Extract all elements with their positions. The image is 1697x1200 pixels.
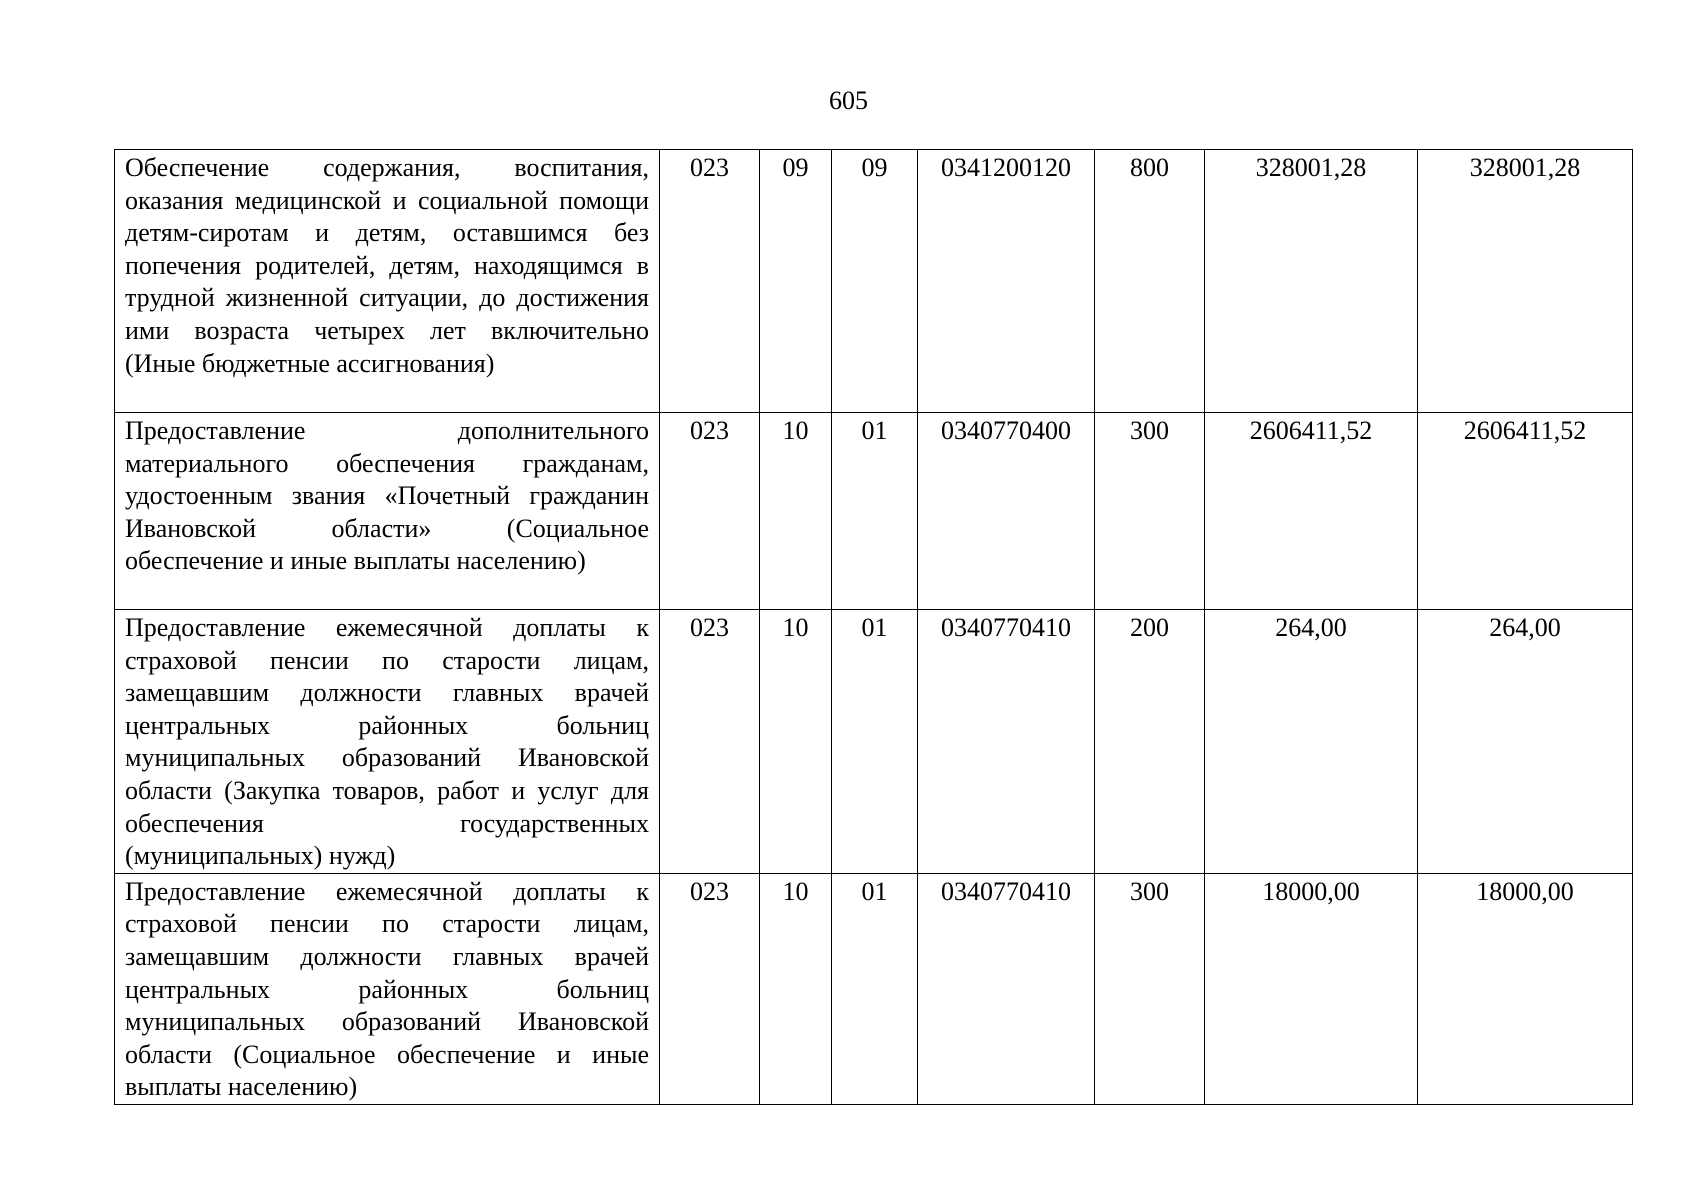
ministry-code: 023 [660,150,760,413]
amount-2: 2606411,52 [1418,413,1633,610]
amount-1: 264,00 [1205,610,1418,874]
row-description: Предоставление ежемесячной доплаты к страховой пенсии по старости лицам, замещавшим должности главных врачей центральных районных больниц муниципальных образований Ивановской области (Закупка товаров, работ и услуг для обеспечения государственных (муниципальных) нужд) [115,610,660,874]
section-code: 10 [760,873,832,1104]
table-row [115,610,1633,874]
amount-2: 264,00 [1418,610,1633,874]
expense-type-code: 200 [1095,610,1205,874]
subsection-code: 01 [832,873,918,1104]
row-description: Предоставление ежемесячной доплаты к страховой пенсии по старости лицам, замещавшим должности главных врачей центральных районных больниц муниципальных образований Ивановской области (Социальное обеспечение и иные выплаты населению) [115,873,660,1104]
table-row [115,873,1633,1104]
amount-1: 328001,28 [1205,150,1418,413]
row-description: Предоставление дополнительного материального обеспечения гражданам, удостоенным звания «Почетный гражданин Ивановской области» (Социальное обеспечение и иные выплаты населению) [115,413,660,610]
target-article-code: 0340770410 [918,610,1095,874]
section-code: 10 [760,610,832,874]
amount-2: 18000,00 [1418,873,1633,1104]
section-code: 09 [760,150,832,413]
expense-type-code: 800 [1095,150,1205,413]
ministry-code: 023 [660,873,760,1104]
amount-1: 2606411,52 [1205,413,1418,610]
table-row [115,150,1633,413]
ministry-code: 023 [660,610,760,874]
budget-table [114,149,1633,1105]
subsection-code: 01 [832,413,918,610]
expense-type-code: 300 [1095,873,1205,1104]
table-row [115,413,1633,610]
target-article-code: 0340770400 [918,413,1095,610]
target-article-code: 0340770410 [918,873,1095,1104]
section-code: 10 [760,413,832,610]
row-description: Обеспечение содержания, воспитания, оказания медицинской и социальной помощи детям-сиротам и детям, оставшимся без попечения родителей, детям, находящимся в трудной жизненной ситуации, до достижения ими возраста четырех лет включительно (Иные бюджетные ассигнования) [115,150,660,413]
amount-1: 18000,00 [1205,873,1418,1104]
amount-2: 328001,28 [1418,150,1633,413]
expense-type-code: 300 [1095,413,1205,610]
page-number: 605 [829,86,868,115]
target-article-code: 0341200120 [918,150,1095,413]
subsection-code: 09 [832,150,918,413]
subsection-code: 01 [832,610,918,874]
ministry-code: 023 [660,413,760,610]
